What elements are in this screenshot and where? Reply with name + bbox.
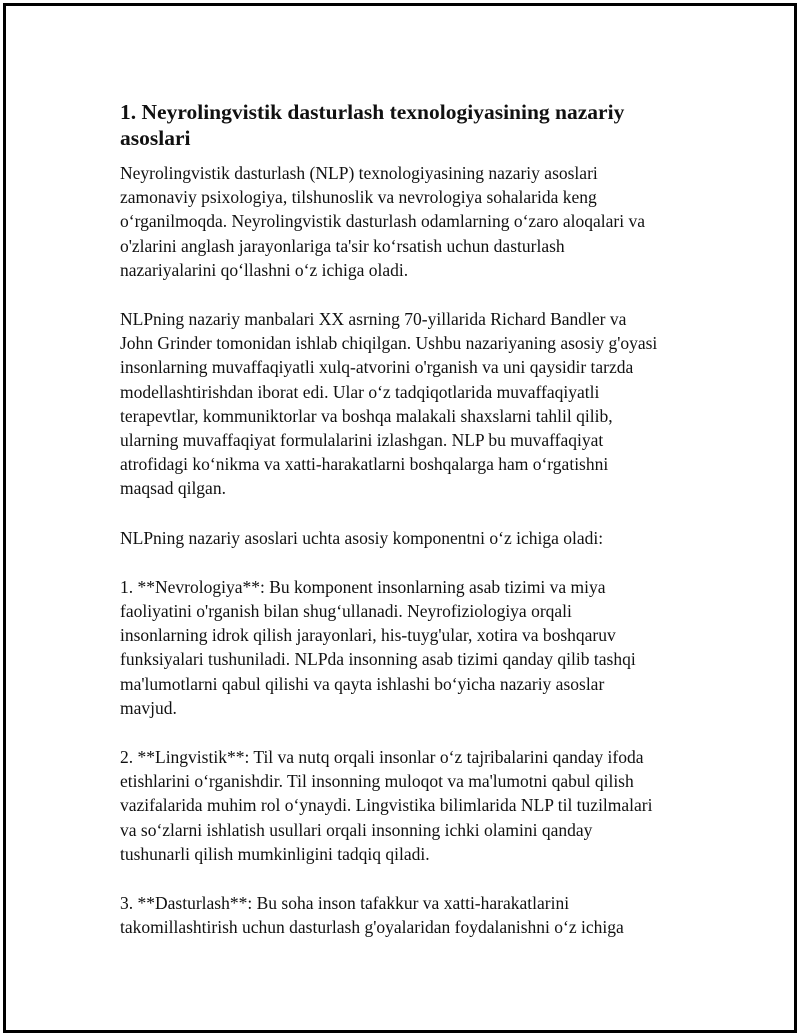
paragraph-intro: Neyrolingvistik dasturlash (NLP) texnologiyasining nazariy asoslari zamonaviy psixologiya, tilshunoslik va nevrologiya sohalarida keng o‘rganilmoqda. Neyrolingvistik dasturlash odamlarning o‘zaro aloqalari va o'zlarini anglash jarayonlariga ta'sir ko‘rsatish uchun dasturlash nazariyalarini qo‘llashni o‘z ichiga oladi.: [120, 163, 646, 280]
paragraph-components-intro: NLPning nazariy asoslari uchta asosiy komponentni o‘z ichiga oladi:: [120, 527, 604, 548]
page-frame: [3, 3, 797, 1033]
paragraph-linguistic: 2. **Lingvistik**: Til va nutq orqali insonlar o‘z tajribalarini qanday ifoda etishlarini o‘rganishdir. Til insonning muloqot va ma'lumotni qabul qilish vazifalarida muhim rol o‘ynaydi. Lingvistika bilimlarida NLP til tuzilmalari va so‘zlarni ishlatish usullari orqali insonning ichki olamini qanday tushunarli qilish mumkinligini tadqiq qiladi.: [120, 747, 653, 864]
paragraph-programming: 3. **Dasturlash**: Bu soha inson tafakkur va xatti-harakatlarini takomillashtirish uchun dasturlash g'oyalaridan foydalanishni o‘z ichiga: [120, 893, 624, 938]
document-body: [120, 99, 686, 964]
paragraph-history: NLPning nazariy manbalari XX asrning 70-yillarida Richard Bandler va John Grinder tomonidan ishlab chiqilgan. Ushbu nazariyaning asosiy g'oyasi insonlarning muvaffaqiyatli xulq-atvorini o'rganish va uni qaysidir tarzda modellashtirishdan iborat edi. Ular o‘z tadqiqotlarida muvaffaqiyatli terapevtlar, kommuniktorlar va boshqa malakali shaxslarni tahlil qilib, ularning muvaffaqiyat formulalarini izlashgan. NLP bu muvaffaqiyat atrofidagi ko‘nikma va xatti-harakatlarni boshqalarga ham o‘rgatishni maqsad qilgan.: [120, 309, 658, 499]
document-title: 1. Neyrolingvistik dasturlash texnologiyasining nazariy asoslari: [120, 100, 625, 150]
paragraph-neurology: 1. **Nevrologiya**: Bu komponent insonlarning asab tizimi va miya faoliyatini o'rganish bilan shug‘ullanadi. Neyrofiziologiya orqali insonlarning idrok qilish jarayonlari, his-tuyg'ular, xotira va boshqaruv funksiyalari tushuniladi. NLPda insonning asab tizimi qanday qilib tashqi ma'lumotlarni qabul qilishi va qayta ishlashi bo‘yicha nazariy asoslar mavjud.: [120, 576, 636, 718]
